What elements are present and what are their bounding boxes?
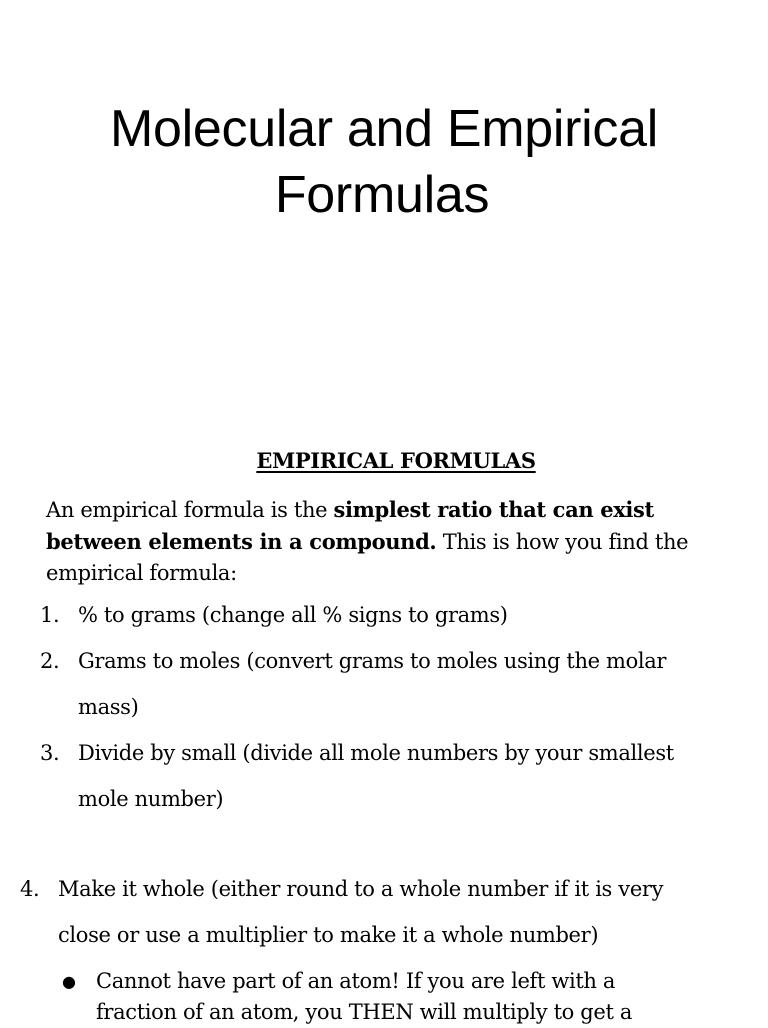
title-line-1: Molecular and Empirical	[110, 100, 658, 158]
bullet-text-line-2: fraction of an atom, you THEN will multiply to get a	[96, 1000, 633, 1024]
section-heading: EMPIRICAL FORMULAS	[256, 448, 536, 473]
bullet-text-line-1: Cannot have part of an atom! If you are left with a	[96, 969, 616, 993]
intro-paragraph	[46, 494, 746, 589]
intro-suffix: This is how you find the empirical formula:	[46, 530, 689, 585]
intro-prefix: An empirical formula is the	[46, 498, 334, 522]
step-text-line-1: Make it whole (either round to a whole number if it is very	[58, 877, 664, 901]
step-number: 2.	[40, 649, 60, 673]
bullet-dot-icon: ●	[62, 972, 76, 991]
step-text: % to grams (change all % signs to grams)	[78, 603, 508, 627]
title-line-2: Formulas	[274, 166, 490, 224]
step-text-line-1: Grams to moles (convert grams to moles using the molar	[78, 649, 667, 673]
step-text-line-2: mole number)	[78, 787, 224, 811]
step-number: 3.	[40, 741, 60, 765]
intro-bold-text: simplest ratio that can exist between elements in a compound.	[46, 497, 654, 554]
step-text-line-2: close or use a multiplier to make it a whole number)	[58, 923, 599, 947]
step-text-line-2: mass)	[78, 695, 139, 719]
document-title	[0, 96, 768, 228]
step-number: 1.	[40, 603, 60, 627]
bullet-text	[96, 966, 736, 1028]
step-number: 4.	[20, 877, 40, 901]
step-text-line-1: Divide by small (divide all mole numbers by your smallest	[78, 741, 674, 765]
